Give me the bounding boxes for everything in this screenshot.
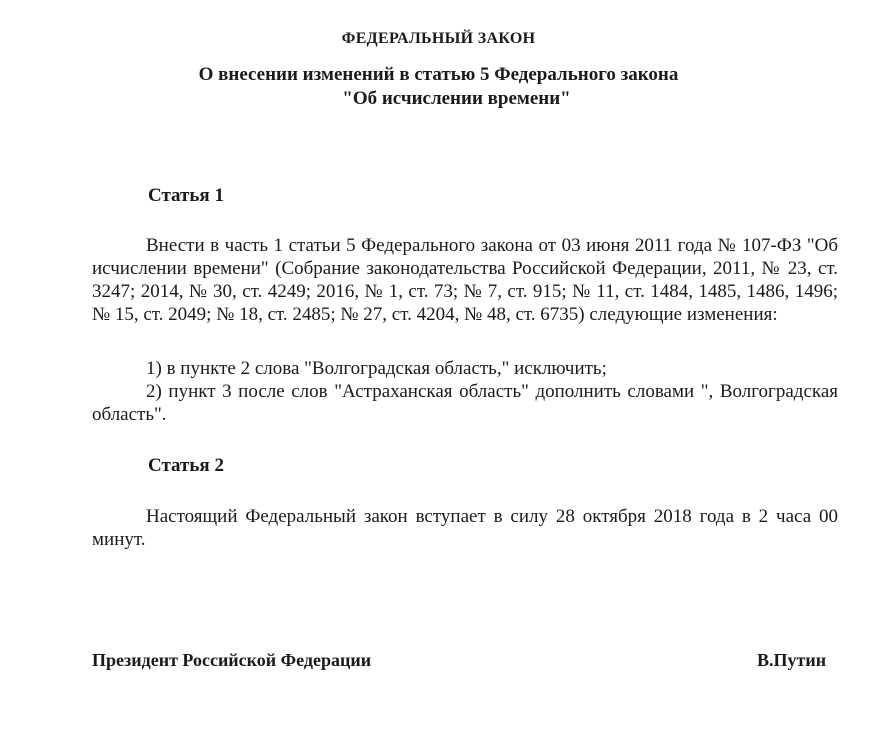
article-1-item-2 bbox=[92, 380, 838, 426]
document-title-line-2: "Об исчислении времени" bbox=[342, 88, 571, 109]
article-2-text: Настоящий Федеральный закон вступает в силу 28 октября 2018 года в 2 часа 00 минут. bbox=[92, 506, 838, 550]
signature-name: В.Путин bbox=[757, 650, 827, 670]
article-1-item-2-text: 2) пункт 3 после слов "Астраханская область" дополнить словами ", Волгоградская область". bbox=[92, 381, 838, 425]
document-title-line-1: О внесении изменений в статью 5 Федерального закона bbox=[198, 64, 679, 85]
article-1-item-1-text: 1) в пункте 2 слова "Волгоградская область," исключить; bbox=[146, 358, 607, 379]
document-type: ФЕДЕРАЛЬНЫЙ ЗАКОН bbox=[341, 30, 536, 47]
article-2-heading: Статья 2 bbox=[148, 455, 224, 476]
article-2-body bbox=[92, 505, 838, 551]
signature-position: Президент Российской Федерации bbox=[92, 650, 372, 670]
article-1-body bbox=[92, 234, 838, 326]
article-1-item-1 bbox=[92, 357, 838, 380]
article-1-intro: Внести в часть 1 статьи 5 Федерального закона от 03 июня 2011 года № 107-ФЗ "Об исчислении времени" (Собрание законодательства Российской Федерации, 2011, № 23, ст. 3247; 2014, № 30, ст. 4249; 2016, № 1, ст. 73; № 7, ст. 915; № 11, ст. 1484, 1485, 1486, 1496; № 15, ст. 2049; № 18, ст. 2485; № 27, ст. 4204, № 48, ст. 6735) следующие изменения: bbox=[92, 235, 838, 325]
article-1-heading: Статья 1 bbox=[148, 185, 224, 206]
